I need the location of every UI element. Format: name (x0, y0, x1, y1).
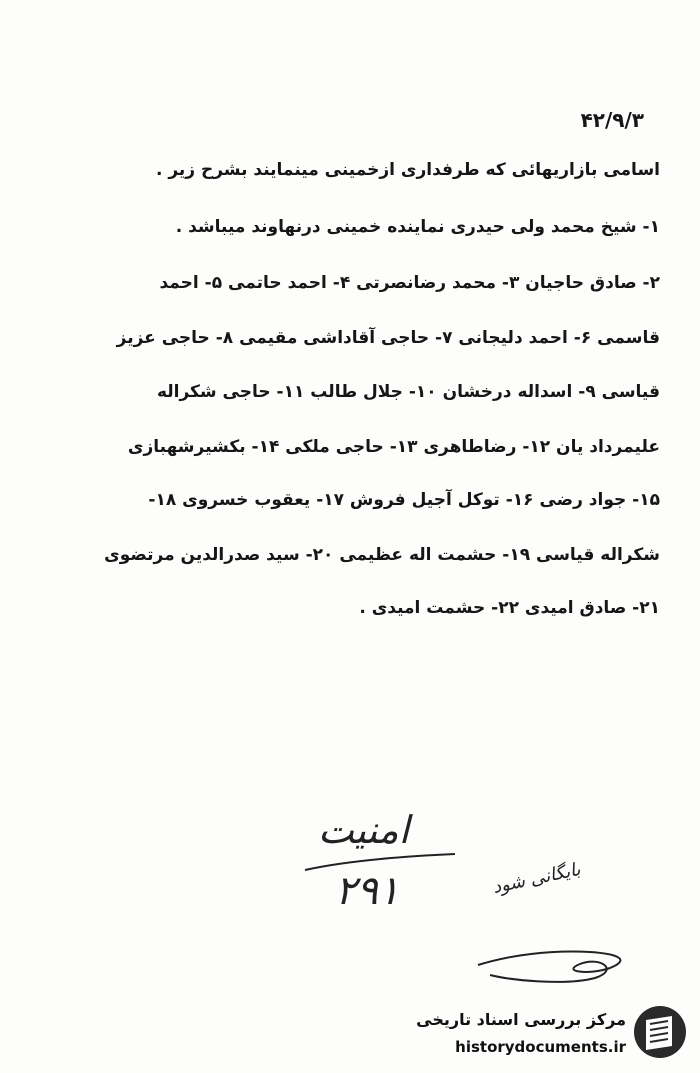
footer-url: historydocuments.ir (455, 1038, 626, 1056)
archive-logo-icon (632, 1004, 688, 1060)
handwritten-note: بایگانی شود (490, 858, 583, 899)
document-date: ۴۲/۹/۳ (580, 108, 644, 132)
footer-title: مرکز بررسی اسناد تاریخی (416, 1010, 626, 1029)
footer-watermark (400, 998, 692, 1066)
document-line-7: ۱۵- جواد رضی ۱۶- توکل آجیل فروش ۱۷- یعقوب خسروی ۱۸- (148, 490, 660, 510)
document-line-9: ۲۱- صادق امیدی ۲۲- حشمت امیدی . (359, 598, 660, 618)
document-line-5: قیاسی ۹- اسداله درخشان ۱۰- جلال طالب ۱۱- حاجی شکراله (156, 382, 660, 402)
handwritten-number: ۲۹۱ (335, 868, 400, 914)
document-line-1: اسامی بازاریهائی که طرفداری ازخمینی مینمایند بشرح زیر . (155, 160, 660, 180)
document-line-6: علیمرداد یان ۱۲- رضاطاهری ۱۳- حاجی ملکی ۱۴- بکشیرشهبازی (127, 437, 660, 457)
document-line-4: قاسمی ۶- احمد دلیجانی ۷- حاجی آقاداشی مقیمی ۸- حاجی عزیز (116, 328, 660, 348)
document-line-3: ۲- صادق حاجیان ۳- محمد رضانصرتی ۴- احمد حاتمی ۵- احمد (159, 273, 660, 293)
document-line-2: ۱- شیخ محمد ولی حیدری نماینده خمینی درنهاوند میباشد . (175, 217, 660, 237)
handwritten-name: امنیت (318, 808, 410, 852)
document-line-8: شکراله قیاسی ۱۹- حشمت اله عظیمی ۲۰- سید صدرالدین مرتضوی (104, 545, 660, 565)
signature-icon (470, 920, 640, 990)
